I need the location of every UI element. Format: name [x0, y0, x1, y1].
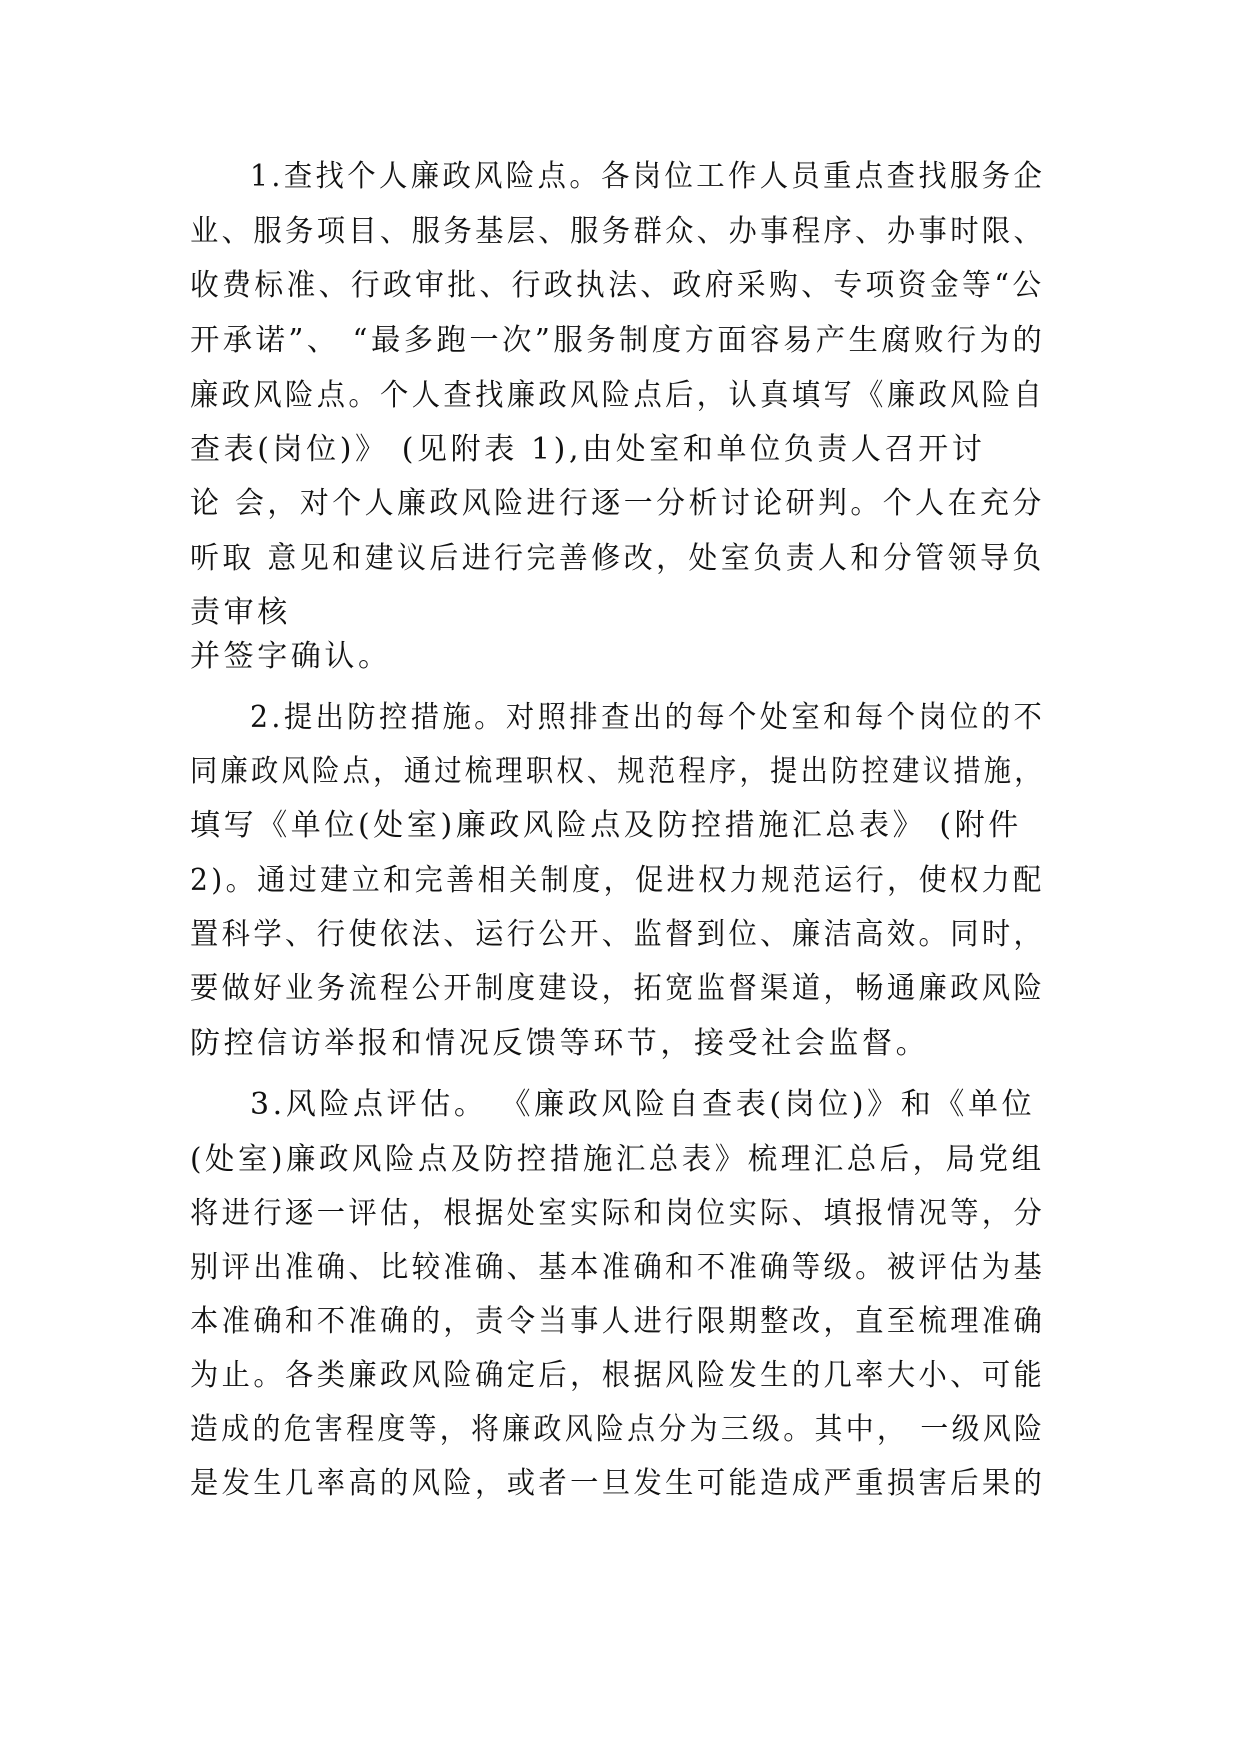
paragraph-1-line-5: 廉政风险点。个人查找廉政风险点后，认真填写《廉政风险自 — [190, 378, 1046, 413]
paragraph-1-line-6: 查表(岗位)》 (见附表 1),由处室和单位负责人召开讨 — [190, 432, 986, 467]
paragraph-1-line-1: 1.查找个人廉政风险点。各岗位工作人员重点查找服务企 — [250, 159, 1046, 194]
paragraph-1-line-8: 听取 意见和建议后进行完善修改，处室负责人和分管领导负 — [190, 541, 1045, 576]
paragraph-1-line-2: 业、服务项目、服务基层、服务群众、办事程序、办事时限、 — [190, 214, 1046, 249]
paragraph-1-line-7: 论 会，对个人廉政风险进行逐一分析讨论研判。个人在充分 — [190, 486, 1045, 521]
paragraph-2-line-7: 防控信访举报和情况反馈等环节，接受社会监督。 — [190, 1026, 930, 1061]
paragraph-3-line-6: 为止。各类廉政风险确定后，根据风险发生的几率大小、可能 — [190, 1358, 1046, 1393]
paragraph-2-line-4: 2)。通过建立和完善相关制度，促进权力规范运行，使权力配 — [190, 863, 1045, 898]
paragraph-3-line-2: (处室)廉政风险点及防控措施汇总表》梳理汇总后，局党组 — [190, 1142, 1045, 1177]
paragraph-2-line-5: 置科学、行使依法、运行公开、监督到位、廉洁高效。同时， — [190, 917, 1046, 952]
paragraph-3-line-8: 是发生几率高的风险，或者一旦发生可能造成严重损害后果的 — [190, 1466, 1046, 1501]
paragraph-1-line-9: 责审核 — [190, 595, 291, 630]
paragraph-3-line-1: 3.风险点评估。 《廉政风险自查表(岗位)》和《单位 — [250, 1087, 1036, 1122]
paragraph-3-line-4: 别评出准确、比较准确、基本准确和不准确等级。被评估为基 — [190, 1250, 1046, 1285]
paragraph-2-line-6: 要做好业务流程公开制度建设，拓宽监督渠道，畅通廉政风险 — [190, 971, 1046, 1006]
paragraph-2-line-3: 填写《单位(处室)廉政风险点及防控措施汇总表》 (附件 — [190, 808, 1022, 843]
paragraph-3-line-3: 将进行逐一评估，根据处室实际和岗位实际、填报情况等，分 — [190, 1196, 1046, 1231]
paragraph-1-line-4: 开承诺”、 “最多跑一次”服务制度方面容易产生腐败行为的 — [190, 323, 1046, 358]
paragraph-2-line-2: 同廉政风险点，通过梳理职权、规范程序，提出防控建议措施， — [190, 754, 1045, 789]
paragraph-3-line-5: 本准确和不准确的，责令当事人进行限期整改，直至梳理准确 — [190, 1304, 1046, 1339]
paragraph-1-line-10: 并签字确认。 — [190, 639, 392, 674]
paragraph-3-line-7: 造成的危害程度等，将廉政风险点分为三级。其中， 一级风险 — [190, 1412, 1046, 1447]
paragraph-1-line-3: 收费标准、行政审批、行政执法、政府采购、专项资金等“公 — [190, 268, 1045, 303]
paragraph-2-line-1: 2.提出防控措施。对照排查出的每个处室和每个岗位的不 — [250, 700, 1046, 735]
